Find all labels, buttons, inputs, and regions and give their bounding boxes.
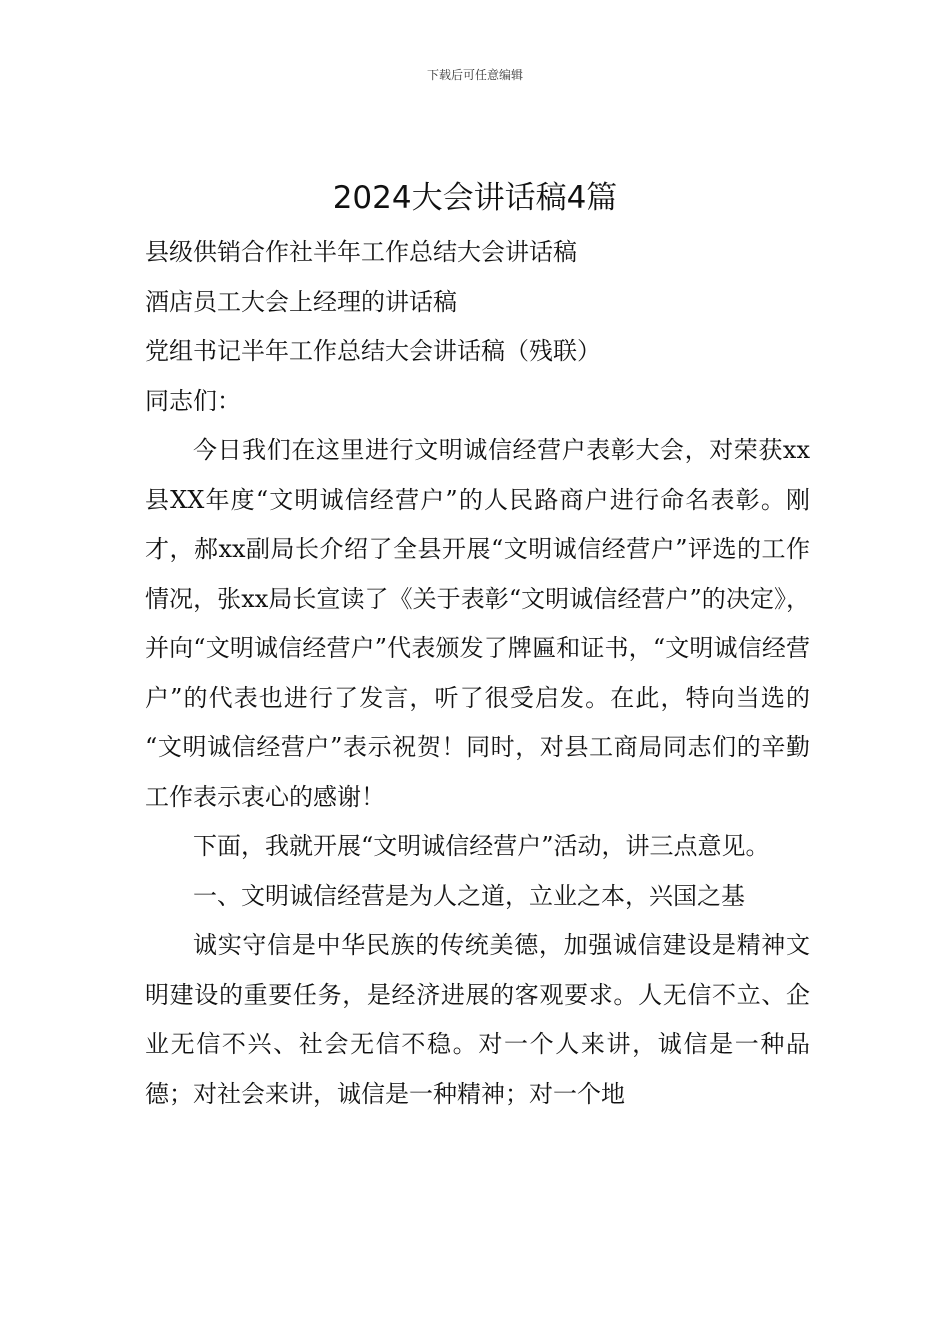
document-title: 2024大会讲话稿4篇	[332, 180, 618, 216]
header-note: 下载后可任意编辑	[426, 68, 523, 82]
toc-item: 酒店员工大会上经理的讲话稿	[145, 287, 457, 316]
section-paragraph: 诚实守信是中华民族的传统美德，加强诚信建设是精神文明建设的重要任务，是经济进展的客观要求。人无信不立、企业无信不兴、社会无信不稳。对一个人来讲，诚信是一种品德；对社会来讲，诚信是一种精神；对一个地	[145, 931, 810, 1108]
salutation: 同志们：	[145, 386, 241, 415]
document-body	[145, 228, 810, 1119]
toc-item: 县级供销合作社半年工作总结大会讲话稿	[145, 238, 577, 266]
body-paragraph: 今日我们在这里进行文明诚信经营户表彰大会，对荣获xx县XX年度“文明诚信经营户”的人民路商户进行命名表彰。刚才，郝xx副局长介绍了全县开展“文明诚信经营户”评选的工作情况，张xx局长宣读了《关于表彰“文明诚信经营户”的决定》，并向“文明诚信经营户”代表颁发了牌匾和证书，“文明诚信经营户”的代表也进行了发言，听了很受启发。在此，特向当选的 “文明诚信经营户”表示祝贺！同时，对县工商局同志们的辛勤工作表示衷心的感谢！	[145, 436, 810, 811]
section-heading: 一、文明诚信经营是为人之道，立业之本，兴国之基	[193, 881, 745, 910]
body-paragraph: 下面，我就开展“文明诚信经营户”活动，讲三点意见。	[193, 832, 770, 860]
toc-item: 党组书记半年工作总结大会讲话稿（残联）	[145, 337, 601, 365]
